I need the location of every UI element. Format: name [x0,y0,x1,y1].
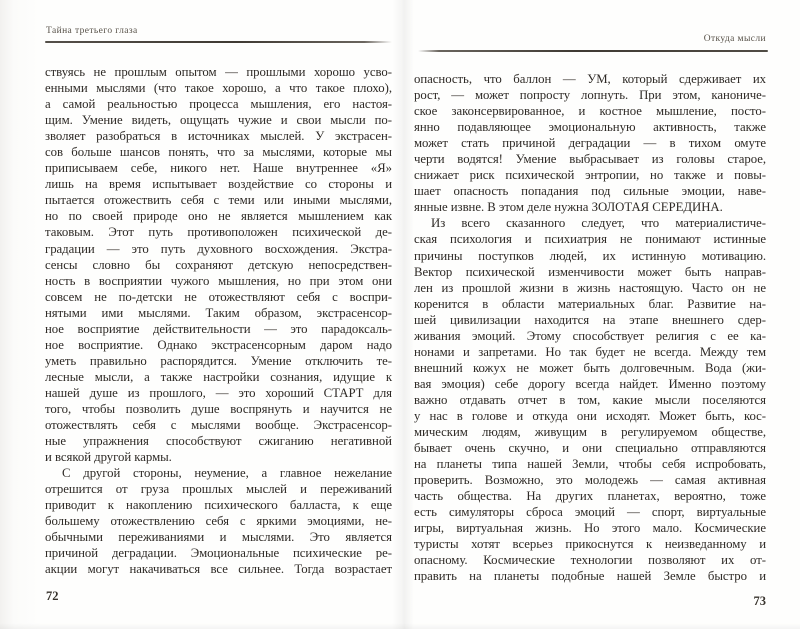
text-line: опасность, что баллон — УМ, который сдерживает их [414,72,766,86]
text-line: уметь правильно распорядится. Умение отключить те- [45,353,392,368]
page-number-left: 72 [46,589,59,603]
text-line: рост, — может попросту лопнуть. При этом, канониче- [414,88,766,103]
text-line: градации — это путь духовного восхождения. Экстра- [45,241,392,256]
running-head-left: Тайна третьего глаза [46,26,138,36]
text-line: щим. Умение видеть, ощущать чужие и свои мысли по- [45,113,392,128]
text-line: того, чтобы позволить душе воспрянуть и научится не [45,401,392,416]
text-line: совсем не по-детски не отожествляют себя с воспри- [45,289,392,304]
left-page-body [45,64,392,578]
text-line: акции могут накачиваться все сильнее. Тогда возрастает [45,562,392,577]
text-line: нятыми ими мыслями. Таким образом, экстрасенсор- [45,305,392,320]
page-bottom-shadow [0,623,800,629]
text-line: черти водятся! Умение выбрасывает из головы старое, [414,152,766,167]
text-line: таковым. Этот путь противоположен психической де- [45,225,392,240]
text-line: пытается отожествить себя с теми или иными мыслями, [45,193,392,208]
text-line: сенсы словно бы сохраняют детскую непосредствен- [45,257,392,272]
text-line: лесные мысли, а также настройки сознания, идущие к [45,369,392,384]
text-line: отожествлять себя с мыслями вообще. Экстрасенсор- [45,418,392,433]
right-page-body [414,71,766,585]
text-line: нашей душе из прошлого, — это хороший СТАРТ для [45,385,392,400]
page-number-right: 73 [753,594,766,608]
text-line: янные извне. В этом деле нужна ЗОЛОТАЯ СЕРЕДИНА. [414,200,723,215]
text-line: лен из прошлой жизни в жизнь настоящую. Часто он не [414,280,766,295]
text-line: вая эмоция) себе дорогу всегда найдет. Именно поэтому [414,376,766,391]
text-line: часть общества. На других планетах, вероятно, тоже [414,489,766,504]
text-line: шей цивилизации находится на этапе внешнего сдер- [414,312,766,327]
text-line: на планеты типа нашей Земли, чтобы себя испробовать, [414,457,766,472]
text-line: ность в восприятии чужого мышления, но при этом они [45,273,392,288]
running-head-rule-right [418,50,768,52]
text-line: лишь на время испытывает воздействие со стороны и [45,177,392,192]
text-line: енными мыслями (что такое хорошо, а что такое плохо), [45,81,392,96]
text-line: приводит к накоплению психического балласта, к еще [45,498,392,513]
text-line: может стать причиной деградации — в тихом омуте [414,136,766,151]
text-line: ное восприятие действительности — это парадоксаль- [45,321,392,336]
text-line: туристы хотят всерьез прикоснутся к неизведанному и [414,537,766,552]
text-line: коренится в области материальных благ. Развитие на- [414,296,766,311]
text-line: сов больше шансов понять, что за мыслями, которые мы [45,145,392,160]
text-line: живания эмоций. Этому способствует религия с ее ка- [414,328,766,343]
text-line: бывает очень скучно, и они специально отправляются [414,441,766,456]
text-line: внешний кожух не может быть долговечным. Вода (жи- [414,360,766,375]
text-line: причины поступков людей, их истинную мотивацию. [414,248,766,263]
text-line: снижает риск психической энтропии, но также и повы- [414,168,766,183]
text-line: ствуясь не прошлым опытом — прошлыми хорошо усво- [45,65,392,79]
text-line: Из всего сказанного следует, что материалистиче- [431,216,766,231]
text-line: у нас в голове и откуда они исходят. Может быть, кос- [414,408,766,423]
text-line: шает опасность попадания под сильные эмоции, наве- [414,184,766,199]
text-line: С другой стороны, неумение, а главное нежелание [62,466,392,481]
text-line: мическим людям, живущим в регулируемом обществе, [414,425,766,440]
text-line: обычными переживаниями и мыслями. Это является [45,530,392,545]
text-line: ное восприятие. Однако экстрасенсорным даром надо [45,337,392,352]
text-line: править на планеты подобные нашей Земле быстро и [414,569,766,584]
text-line: важно отдавать отчет в том, какие мысли поселяются [414,392,766,407]
page-gutter-shadow [392,0,414,629]
text-line: Вектор психической изменчивости может быть направ- [414,264,766,279]
text-line: опасному. Космические технологии позволяют их от- [414,553,766,568]
text-line: и всякой другой кармы. [45,450,172,465]
text-line: ское законсервированное, и костное мышление, посто- [414,104,766,119]
running-head-right: Откуда мысли [703,34,766,44]
text-line: зволяет разобраться в источниках мыслей. У экстрасен- [45,129,392,144]
text-line: отрешится от груза прошлых мыслей и переживаний [45,482,392,497]
text-line: есть симуляторы сброса эмоций — спорт, виртуальные [414,505,766,520]
text-line: янно подавляющее эмоциональную активность, также [414,120,766,135]
text-line: игры, виртуальная жизнь. Но этого мало. Космические [414,521,766,536]
text-line: а самой реальностью процесса мышления, его настоя- [45,97,392,112]
text-line: проверить. Возможно, это молодежь — самая активная [414,473,766,488]
text-line: причиной деградации. Эмоциональные психические ре- [45,546,392,561]
text-line: ные упражнения способствуют сжиганию негативной [45,434,392,449]
text-line: большему отожествлению себя с яркими эмоциями, не- [45,514,392,529]
text-line: нонами и запретами. Но так будет не всегда. Между тем [414,344,766,359]
text-line: ская психология и психиатрия не понимают истинные [414,232,766,247]
running-head-rule-left [45,41,392,43]
text-line: приписываем себе, никого нет. Наше внутреннее «Я» [45,161,392,176]
text-line: но по своей природе оно не является мышлением как [45,209,392,224]
